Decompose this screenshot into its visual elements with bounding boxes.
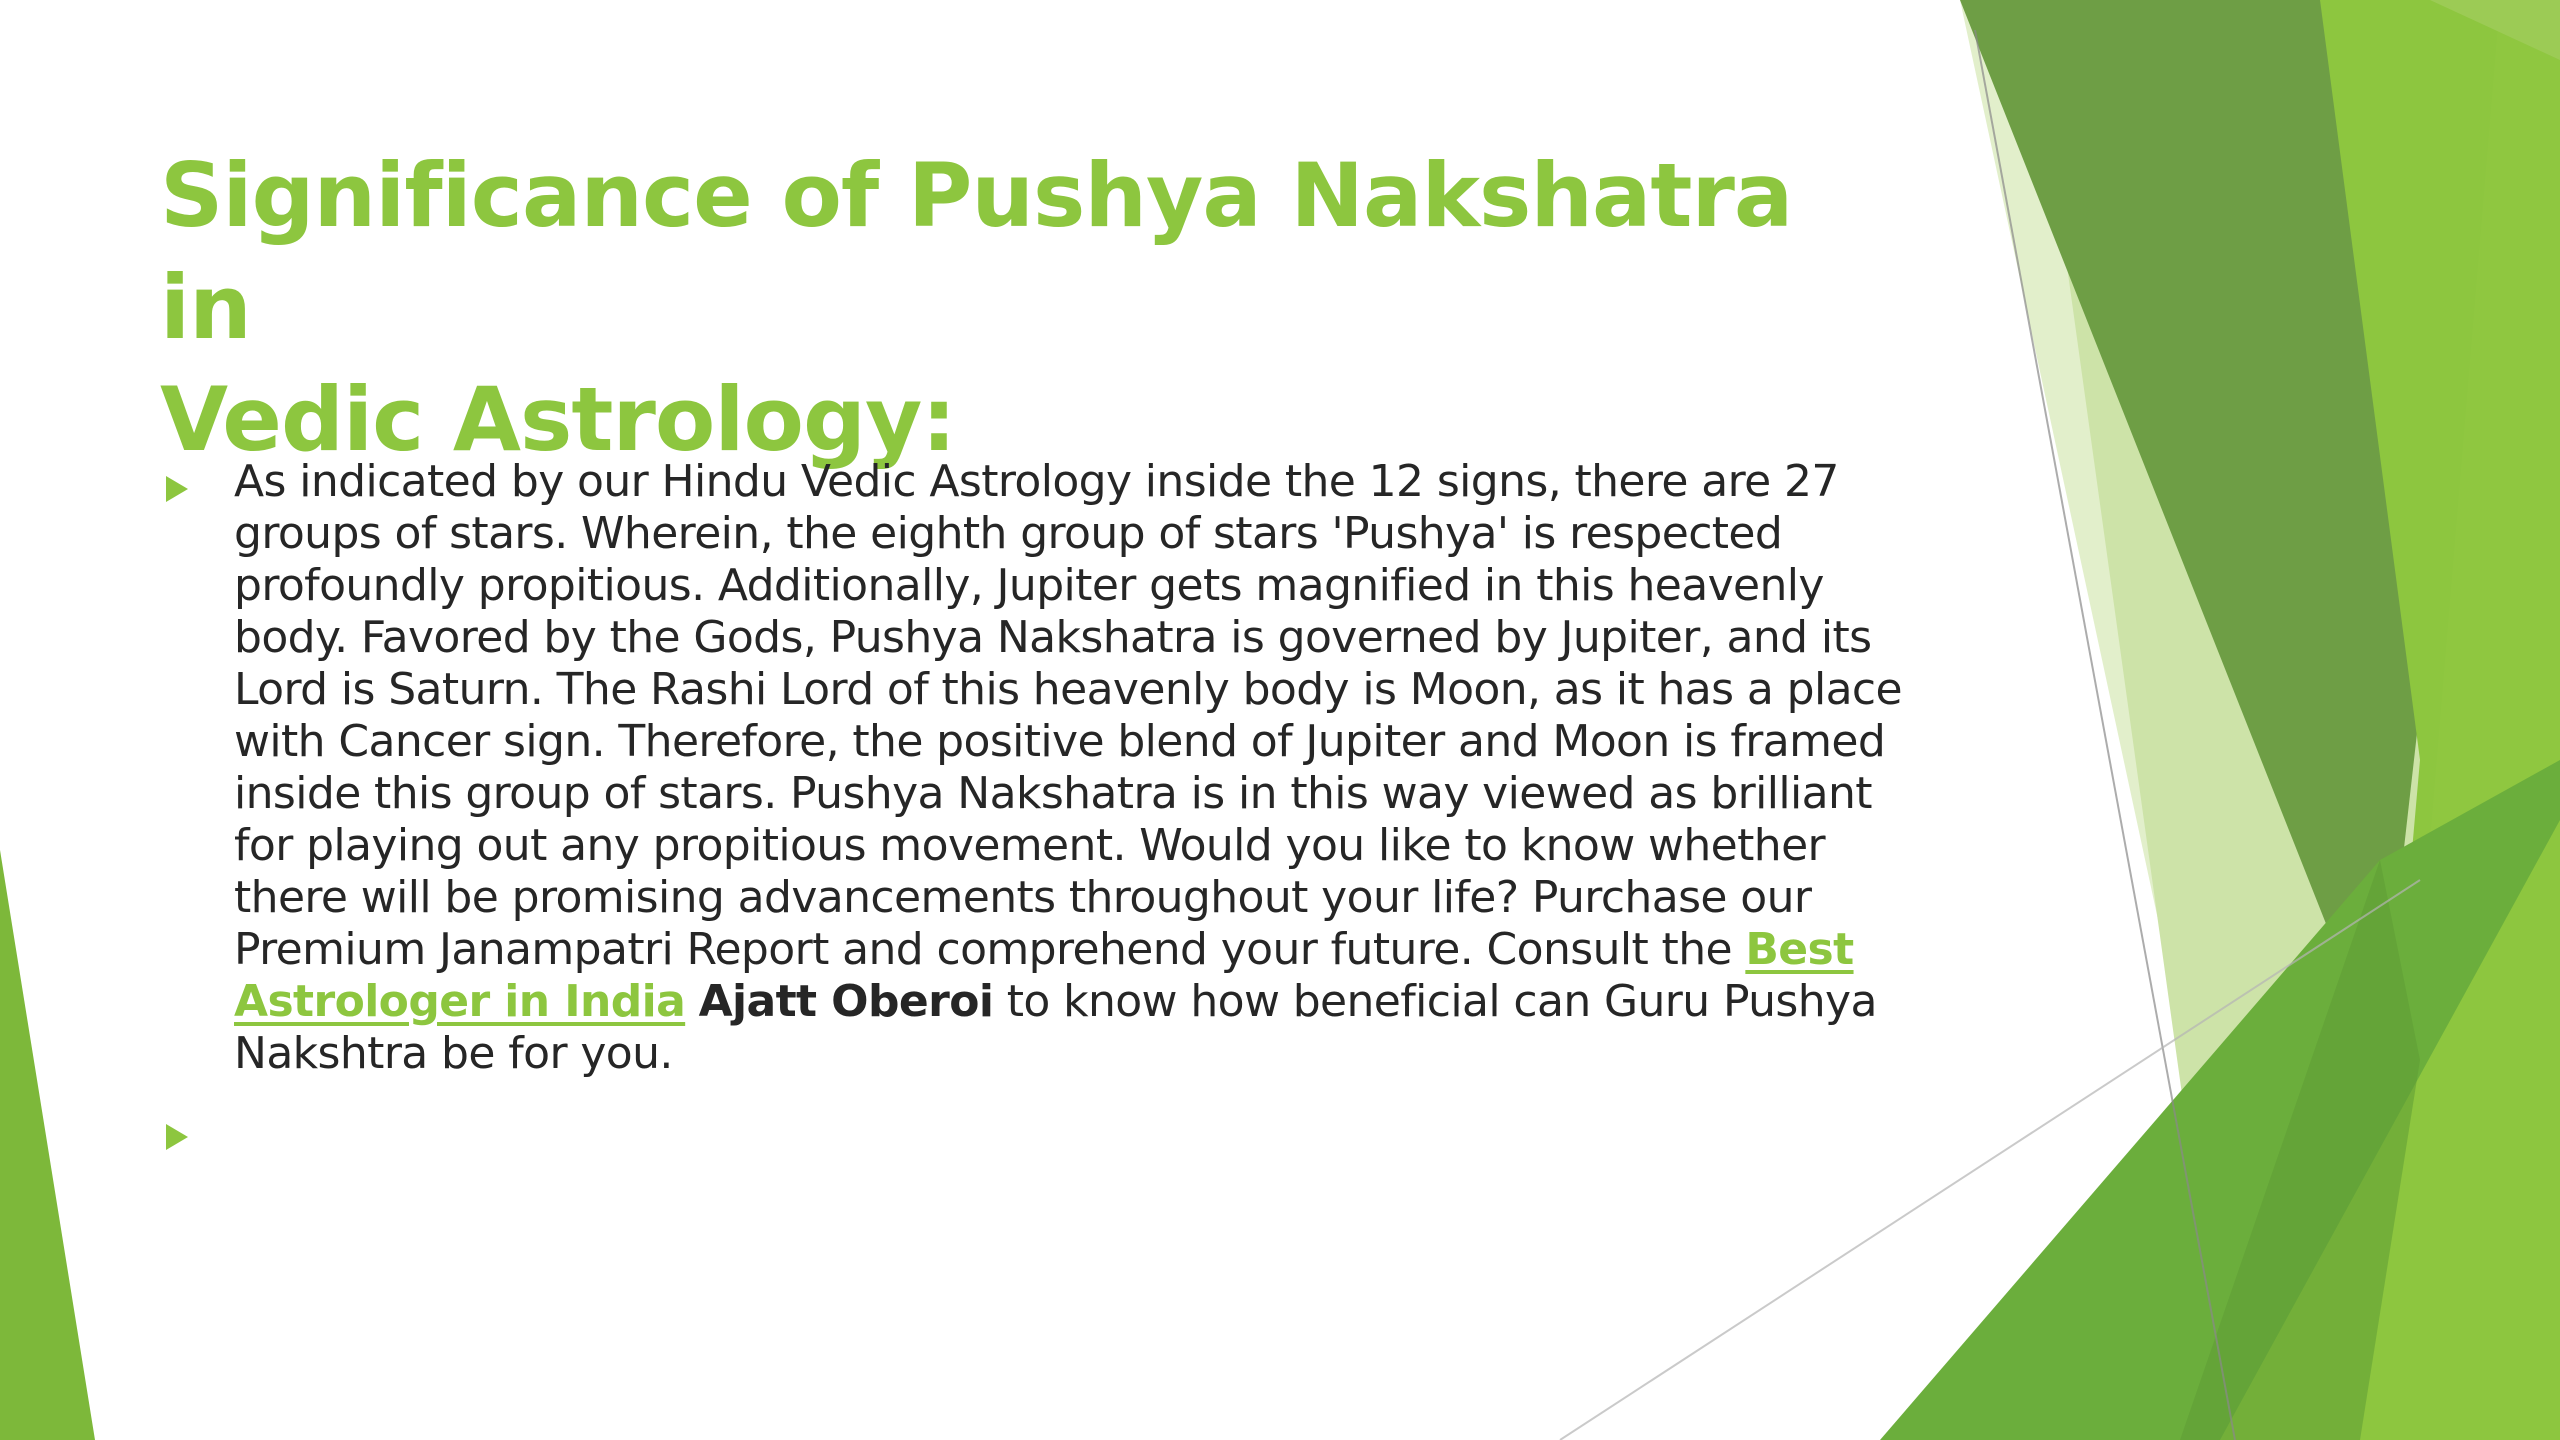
title-line-2: Vedic Astrology: [160,368,956,471]
bullet-item-1 [160,456,1940,1080]
bullet-text-1 [234,456,1940,1080]
slide-title [160,140,1860,476]
bullet-1-body-text: As indicated by our Hindu Vedic Astrology inside the 12 signs, there are 27 groups of stars. Wherein, the eighth group of stars 'Pushya' is respected profoundly propitious. Additionally, Jupiter gets magnified in this heavenly body. Favored by the Gods, Pushya Nakshatra is governed by Jupiter, and its Lord is Saturn. The Rashi Lord of this heavenly body is Moon, as it has a place with Cancer sign. Therefore, the positive blend of Jupiter and Moon is framed inside this group of stars. Pushya Nakshatra is in this way viewed as brilliant for playing out any propitious movement. Would you like to know whether there will be promising advancements throughout your life? Purchase our Premium Janampatri Report and comprehend your future. Consult the [234,456,1902,975]
bullet-item-2 [160,1104,1940,1156]
title-line-1: Significance of Pushya Nakshatra in [160,144,1793,359]
bullet-text-2 [234,1104,1940,1156]
best-astrologer-link[interactable]: Best Astrologer in India [234,924,1854,1027]
green-right-triangle-icon [166,476,188,502]
bullet-1-closing-text: to know how beneficial can Guru Pushya Nakshtra be for you. [234,976,1877,1079]
left-green-sliver [0,850,95,1440]
bullet-list [160,456,1940,1180]
astrologer-name: Ajatt Oberoi [698,976,994,1027]
green-right-triangle-icon [166,1124,188,1150]
